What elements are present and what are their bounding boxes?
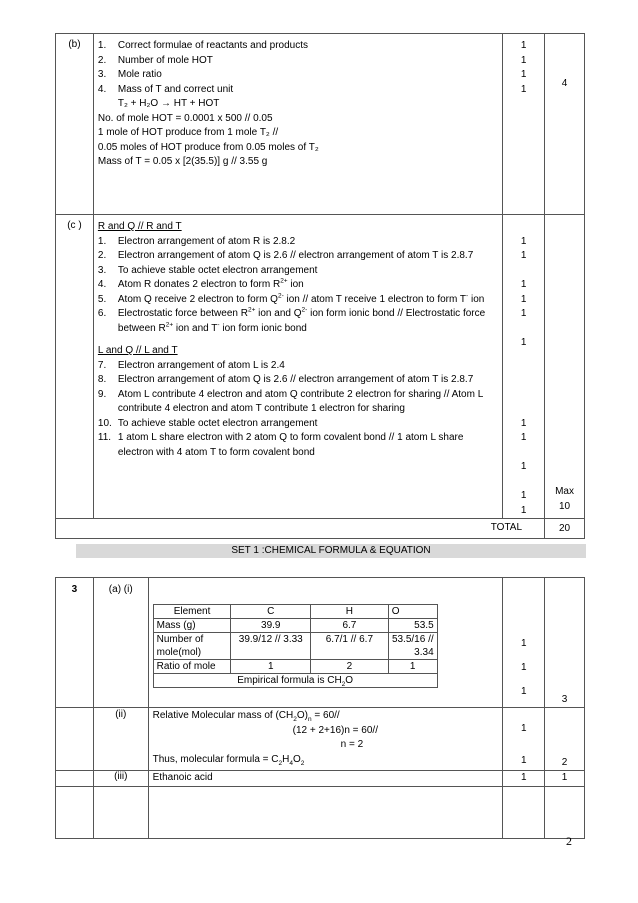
heading-l-and-q: L and Q // L and T [97,345,178,356]
list-item: 2. Number of mole HOT [97,54,213,66]
mark: 1 [520,308,527,319]
heading-r-and-q: R and Q // R and T [97,221,182,232]
part-b-list [98,39,498,97]
list-item: 9. Atom L contribute 4 electron and atom Q contribute 2 electron for sharing // Atom L contribute 4 electron and atom T contribute 1 electron for sharing [97,388,483,414]
table-cell: 6.7 [311,619,389,633]
header-cell: C [231,605,311,619]
table-cell: 6.7/1 // 6.7 [311,633,389,660]
ii-line-3: n = 2 [340,739,364,750]
list-item: 11. 1 atom L share electron with 2 atom Q to form covalent bond // 1 atom L share electron with 4 atom T to form covalent bond [97,432,464,458]
q3-iii-total: 1 [561,772,568,783]
mark: 1 [520,40,527,51]
mark: 1 [520,432,527,443]
table-cell: Mass (g) [153,619,231,633]
table-row [153,619,437,633]
list-item: 2. Electron arrangement of atom Q is 2.6 // electron arrangement of atom T is 2.8.7 [97,250,474,261]
part-c-lq-list [98,359,498,461]
table-cell: 53.5/16 // 3.34 [388,633,437,660]
total-value: 20 [558,523,571,534]
list-item: 3. To achieve stable octet electron arrangement [97,264,318,276]
mark: 1 [520,723,527,734]
list-item: 7. Electron arrangement of atom L is 2.4 [97,359,285,371]
ii-line-2: (12 + 2+16)n = 60// [292,724,378,736]
part-b-label: (b) [68,39,81,50]
header-cell: Element [153,605,231,619]
mark: 1 [520,279,527,290]
list-item: 10. To achieve stable octet electron arrangement [97,417,318,429]
mark: 1 [520,337,527,348]
mark: 1 [520,504,527,516]
mark: 1 [520,638,527,649]
empirical-formula-cell: Empirical formula is $CH_2O$ [153,674,437,688]
header-cell: H [311,605,389,619]
part-c-label: (c ) [67,220,82,231]
list-item: 1. Correct formulae of reactants and products [97,40,308,51]
table-cell: 1 [231,660,311,674]
text-line: 1 mole of HOT produce from 1 mole T₂ // [97,127,279,138]
table-row [153,633,437,660]
table-cell: 39.9/12 // 3.33 [231,633,311,660]
mark: 1 [520,293,527,305]
table-cell: 2 [311,660,389,674]
ii-line-4: Thus, molecular formula = $C_2H_4O_2$ [152,753,305,767]
list-item: 4. Atom R donates 2 electron to form $R^{2+}$ ion [97,277,304,290]
mark: 1 [520,54,527,66]
q3-iii-answer: Ethanoic acid [152,772,213,783]
marking-scheme-table [55,33,585,539]
table-cell: Number of mole(mol) [153,633,231,660]
part-c-rq-list [98,235,498,337]
list-item: 3. Mole ratio [97,69,162,80]
q3-ii-label: (ii) [115,709,127,720]
mark: 1 [520,83,527,95]
q3-a-i-label: (a) (i) [108,584,133,595]
q3-empty-row [56,787,585,839]
reaction-equation: T₂ + H₂O → HT + HOT [117,98,220,109]
table-cell: 1 [388,660,437,674]
mark: 1 [520,250,527,261]
q3-ii-row [56,708,585,771]
list-item: 1. Electron arrangement of atom R is 2.8.2 [97,235,296,247]
table-header-row [153,605,437,619]
ii-line-1: Relative Molecular mass of $(CH_2O)_n = 60//$ [152,710,340,723]
part-c-total-max: Max [555,486,574,497]
mark: 1 [520,461,527,472]
page-number: 2 [566,834,572,848]
mark: 1 [520,490,527,501]
table-cell: 39.9 [231,619,311,633]
text-line: Mass of T = 0.05 x [2(35.5)] g // 3.55 g [97,156,268,167]
table-footer-row [153,674,437,688]
q3-a-i-row [56,578,585,708]
text-line: 0.05 moles of HOT produce from 0.05 moles of T₂ [97,141,319,153]
mark: 1 [520,755,527,766]
list-item: 5. Atom Q receive 2 electron to form $Q^{2-}$ ion // atom T receive 1 electron to form T- ion [97,292,485,305]
part-b-row [56,34,585,215]
empirical-formula-table [153,604,438,688]
text-line: No. of mole HOT = 0.0001 x 500 // 0.05 [97,112,273,124]
total-label: TOTAL [490,522,523,533]
mark: 1 [520,235,527,247]
question-3-table [55,577,585,839]
table-cell: Ratio of mole [153,660,231,674]
q3-iii-label: (iii) [114,771,128,782]
list-item: 8. Electron arrangement of atom Q is 2.6 // electron arrangement of atom T is 2.8.7 [97,374,474,385]
list-item: 4. Mass of T and correct unit [97,83,234,95]
q3-ii-total: 2 [561,756,568,768]
mark: 1 [520,772,527,783]
total-row [56,519,585,539]
part-c-total-value: 10 [558,500,571,512]
mark: 1 [520,686,527,697]
mark: 1 [520,417,527,429]
list-item: 6. Electrostatic force between $R^{2+}$ ion and $Q^{2-}$ ion form ionic bond // Electrostatic force between $R^{2+}$ ion and T- ion form ionic bond [97,306,486,334]
mark: 1 [520,662,527,673]
table-cell: 53.5 [388,619,437,633]
question-number: 3 [71,584,78,595]
part-c-row [56,215,585,519]
q3-a-i-total: 3 [561,693,568,705]
part-b-total: 4 [561,77,568,89]
header-cell: O [388,605,437,619]
q3-iii-row [56,771,585,787]
table-row [153,660,437,674]
section-banner: SET 1 :CHEMICAL FORMULA & EQUATION [76,544,586,558]
mark: 1 [520,69,527,80]
